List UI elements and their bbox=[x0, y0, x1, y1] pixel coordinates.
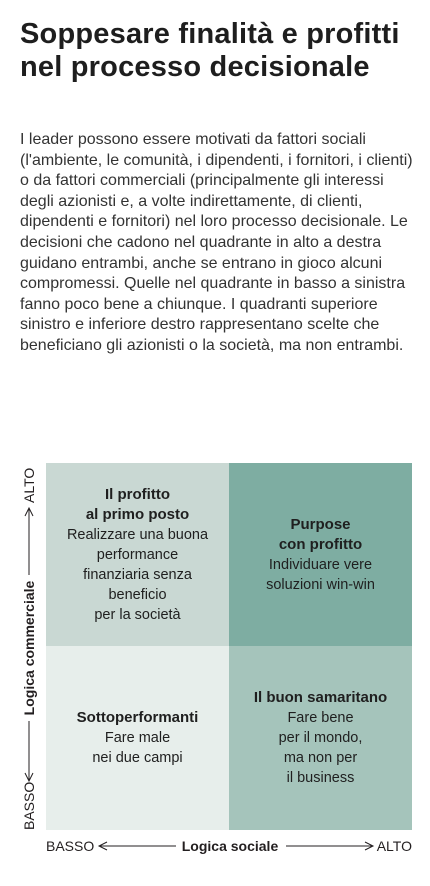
y-axis-title: Logica commerciale bbox=[21, 580, 37, 716]
quadrant-top-right-description: Individuare vere soluzioni win-win bbox=[266, 556, 375, 593]
y-axis-high-label: ALTO bbox=[21, 467, 37, 503]
y-axis-low-label: BASSO bbox=[21, 781, 37, 830]
quadrant-bottom-right-description: Fare bene per il mondo, ma non per il business bbox=[278, 710, 363, 786]
quadrant-bottom-left-title: Sottoperformanti bbox=[76, 709, 199, 726]
quadrant-top-right-title: Purpose con profitto bbox=[278, 515, 363, 553]
x-axis-low-label: BASSO bbox=[46, 838, 95, 854]
quadrant-bottom-right bbox=[229, 646, 412, 830]
intro-paragraph: I leader possono essere motivati da fattori sociali (l'ambiente, le comunità, i dipendenti, i fornitori, i clienti) o da fattori commerciali (principalmente gli interessi degli azionisti e, a volte indirettamente, di clienti, dipendenti e fornitori) nel loro processo decisionale. Le decisioni che cadono nel quadrante in alto a destra guidano entrambi, anche se entrano in gioco alcuni compromessi. Quelle nel quadrante in basso a sinistra fanno poco bene a chiunque. I quadranti superiore sinistro e inferiore destro rappresentano scelte che beneficiano gli azionisti o la società, ma non entrambi. bbox=[20, 131, 413, 354]
quadrant-bottom-left bbox=[46, 646, 229, 830]
page-title: Soppesare finalità e profitti nel processo decisionale bbox=[20, 18, 400, 83]
quadrant-top-left-description: Realizzare una buona performance finanziaria senza beneficio per la società bbox=[66, 526, 209, 623]
x-axis bbox=[46, 834, 412, 858]
y-axis bbox=[14, 463, 42, 830]
quadrant-top-left-title: Il profitto al primo posto bbox=[85, 485, 190, 523]
x-axis-title: Logica sociale bbox=[181, 838, 279, 854]
x-axis-high-label: ALTO bbox=[376, 838, 412, 854]
quadrant-top-left bbox=[46, 463, 229, 646]
decision-matrix bbox=[46, 463, 412, 830]
quadrant-top-right bbox=[229, 463, 412, 646]
quadrant-bottom-right-title: Il buon samaritano bbox=[253, 689, 388, 706]
quadrant-bottom-left-description: Fare male nei due campi bbox=[92, 730, 183, 766]
